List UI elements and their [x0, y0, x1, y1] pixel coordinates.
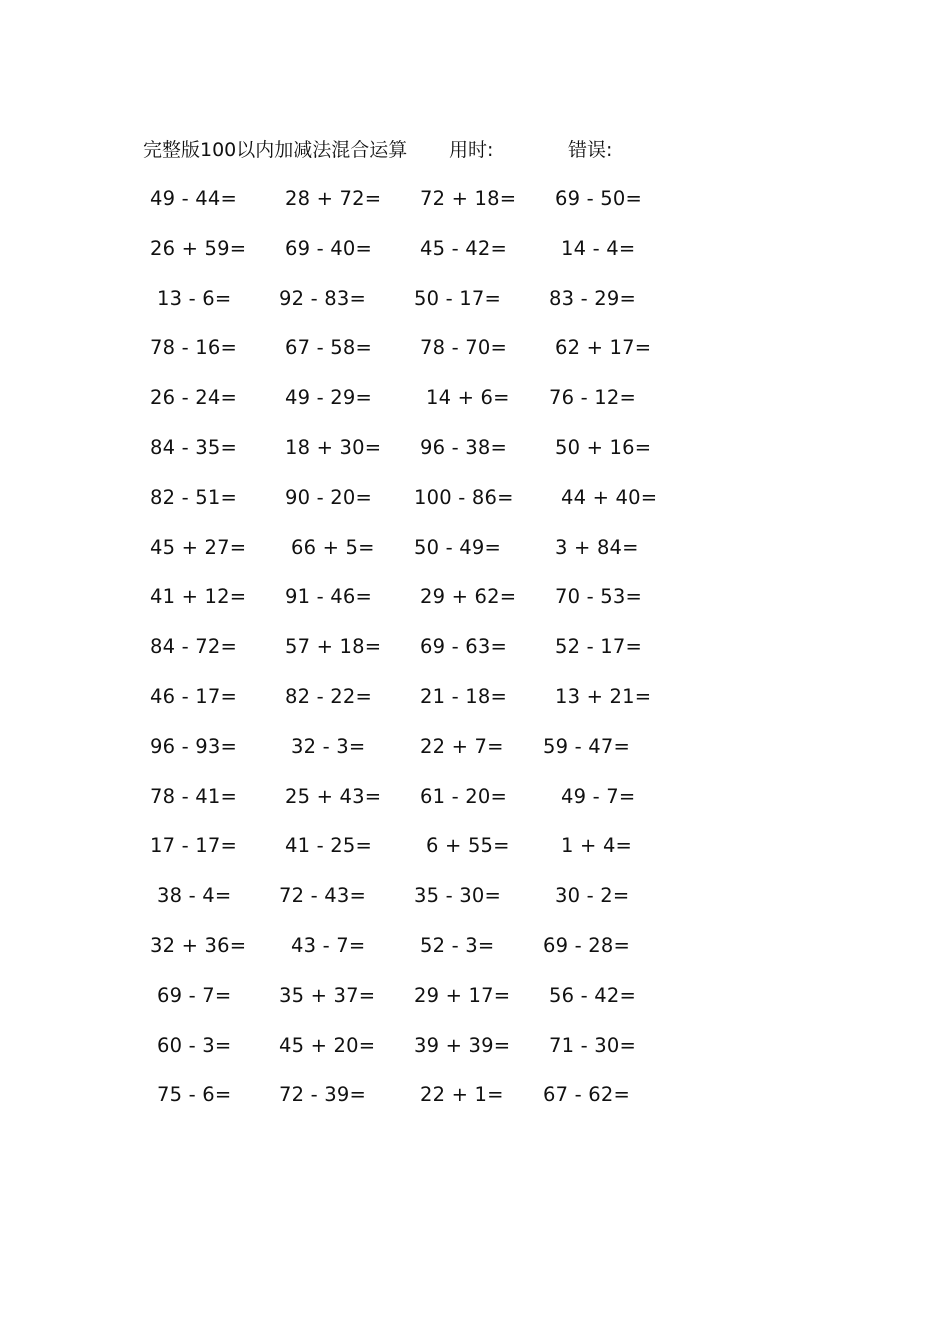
problem-item: 69 - 40=	[285, 236, 372, 260]
problem-row	[0, 881, 950, 931]
problem-item: 100 - 86=	[414, 485, 514, 509]
problem-item: 69 - 7=	[157, 983, 232, 1007]
problem-item: 28 + 72=	[285, 187, 382, 210]
problem-item: 75 - 6=	[157, 1083, 232, 1107]
problem-row	[0, 184, 950, 234]
problem-item: 29 + 62=	[420, 585, 517, 609]
problem-item: 91 - 46=	[285, 585, 372, 609]
problem-item: 52 - 17=	[555, 635, 642, 659]
problem-row	[0, 981, 950, 1031]
problem-item: 72 - 43=	[279, 884, 366, 908]
problem-item: 22 + 7=	[420, 734, 504, 758]
problem-item: 78 - 41=	[150, 784, 237, 808]
time-label: 用时:	[449, 139, 494, 161]
problem-item: 18 + 30=	[285, 435, 382, 459]
problem-item: 83 - 29=	[549, 286, 636, 310]
problem-item: 44 + 40=	[561, 485, 658, 509]
problem-row	[0, 433, 950, 483]
problem-item: 50 - 17=	[414, 286, 501, 310]
problem-item: 29 + 17=	[414, 983, 511, 1007]
problem-item: 45 + 27=	[150, 535, 247, 559]
problem-item: 45 - 42=	[420, 236, 507, 260]
problem-row	[0, 284, 950, 334]
problem-row	[0, 1031, 950, 1081]
problem-item: 71 - 30=	[549, 1033, 636, 1057]
problem-row	[0, 1080, 950, 1130]
problem-item: 32 - 3=	[291, 734, 366, 758]
problem-item: 14 - 4=	[561, 236, 636, 260]
problem-item: 67 - 58=	[285, 336, 372, 360]
error-label: 错误:	[568, 139, 613, 161]
problem-row	[0, 931, 950, 981]
problem-row	[0, 732, 950, 782]
problem-item: 39 + 39=	[414, 1033, 511, 1057]
problem-row	[0, 383, 950, 433]
problem-item: 35 + 37=	[279, 983, 376, 1007]
problem-item: 41 + 12=	[150, 585, 247, 609]
problem-row	[0, 782, 950, 832]
problem-item: 1 + 4=	[561, 834, 633, 858]
problem-item: 26 + 59=	[150, 236, 247, 260]
problem-grid	[0, 184, 950, 1130]
problem-item: 60 - 3=	[157, 1033, 232, 1057]
problem-item: 56 - 42=	[549, 983, 636, 1007]
problem-row	[0, 582, 950, 632]
problem-row	[0, 831, 950, 881]
problem-row	[0, 632, 950, 682]
problem-item: 45 + 20=	[279, 1033, 376, 1057]
problem-item: 3 + 84=	[555, 535, 639, 559]
problem-item: 21 - 18=	[420, 684, 507, 708]
problem-item: 57 + 18=	[285, 635, 382, 659]
problem-row	[0, 483, 950, 533]
problem-item: 67 - 62=	[543, 1083, 630, 1107]
problem-item: 84 - 35=	[150, 435, 237, 459]
problem-item: 50 + 16=	[555, 435, 652, 459]
problem-item: 22 + 1=	[420, 1083, 504, 1107]
problem-item: 72 + 18=	[420, 187, 517, 210]
problem-row	[0, 533, 950, 583]
problem-item: 17 - 17=	[150, 834, 237, 858]
problem-item: 90 - 20=	[285, 485, 372, 509]
problem-item: 92 - 83=	[279, 286, 366, 310]
problem-item: 62 + 17=	[555, 336, 652, 360]
problem-item: 69 - 28=	[543, 933, 630, 957]
problem-row	[0, 333, 950, 383]
problem-item: 14 + 6=	[426, 386, 510, 410]
problem-item: 35 - 30=	[414, 884, 501, 908]
problem-item: 96 - 38=	[420, 435, 507, 459]
problem-item: 82 - 51=	[150, 485, 237, 509]
problem-item: 70 - 53=	[555, 585, 642, 609]
worksheet-title: 完整版100以内加减法混合运算	[143, 139, 408, 161]
problem-item: 52 - 3=	[420, 933, 495, 957]
problem-item: 72 - 39=	[279, 1083, 366, 1107]
problem-item: 49 - 44=	[150, 187, 237, 210]
problem-item: 78 - 70=	[420, 336, 507, 360]
problem-item: 69 - 50=	[555, 187, 642, 210]
problem-item: 59 - 47=	[543, 734, 630, 758]
problem-item: 82 - 22=	[285, 684, 372, 708]
problem-row	[0, 234, 950, 284]
problem-item: 32 + 36=	[150, 933, 247, 957]
problem-item: 6 + 55=	[426, 834, 510, 858]
problem-item: 26 - 24=	[150, 386, 237, 410]
problem-item: 61 - 20=	[420, 784, 507, 808]
problem-item: 66 + 5=	[291, 535, 375, 559]
problem-item: 46 - 17=	[150, 684, 237, 708]
problem-item: 69 - 63=	[420, 635, 507, 659]
problem-item: 84 - 72=	[150, 635, 237, 659]
problem-item: 30 - 2=	[555, 884, 630, 908]
problem-item: 49 - 29=	[285, 386, 372, 410]
problem-item: 50 - 49=	[414, 535, 501, 559]
problem-row	[0, 682, 950, 732]
problem-item: 41 - 25=	[285, 834, 372, 858]
worksheet-header	[143, 137, 703, 163]
problem-item: 13 + 21=	[555, 684, 652, 708]
problem-item: 76 - 12=	[549, 386, 636, 410]
problem-item: 49 - 7=	[561, 784, 636, 808]
problem-item: 13 - 6=	[157, 286, 232, 310]
problem-item: 38 - 4=	[157, 884, 232, 908]
problem-item: 43 - 7=	[291, 933, 366, 957]
problem-item: 25 + 43=	[285, 784, 382, 808]
problem-item: 96 - 93=	[150, 734, 237, 758]
problem-item: 78 - 16=	[150, 336, 237, 360]
